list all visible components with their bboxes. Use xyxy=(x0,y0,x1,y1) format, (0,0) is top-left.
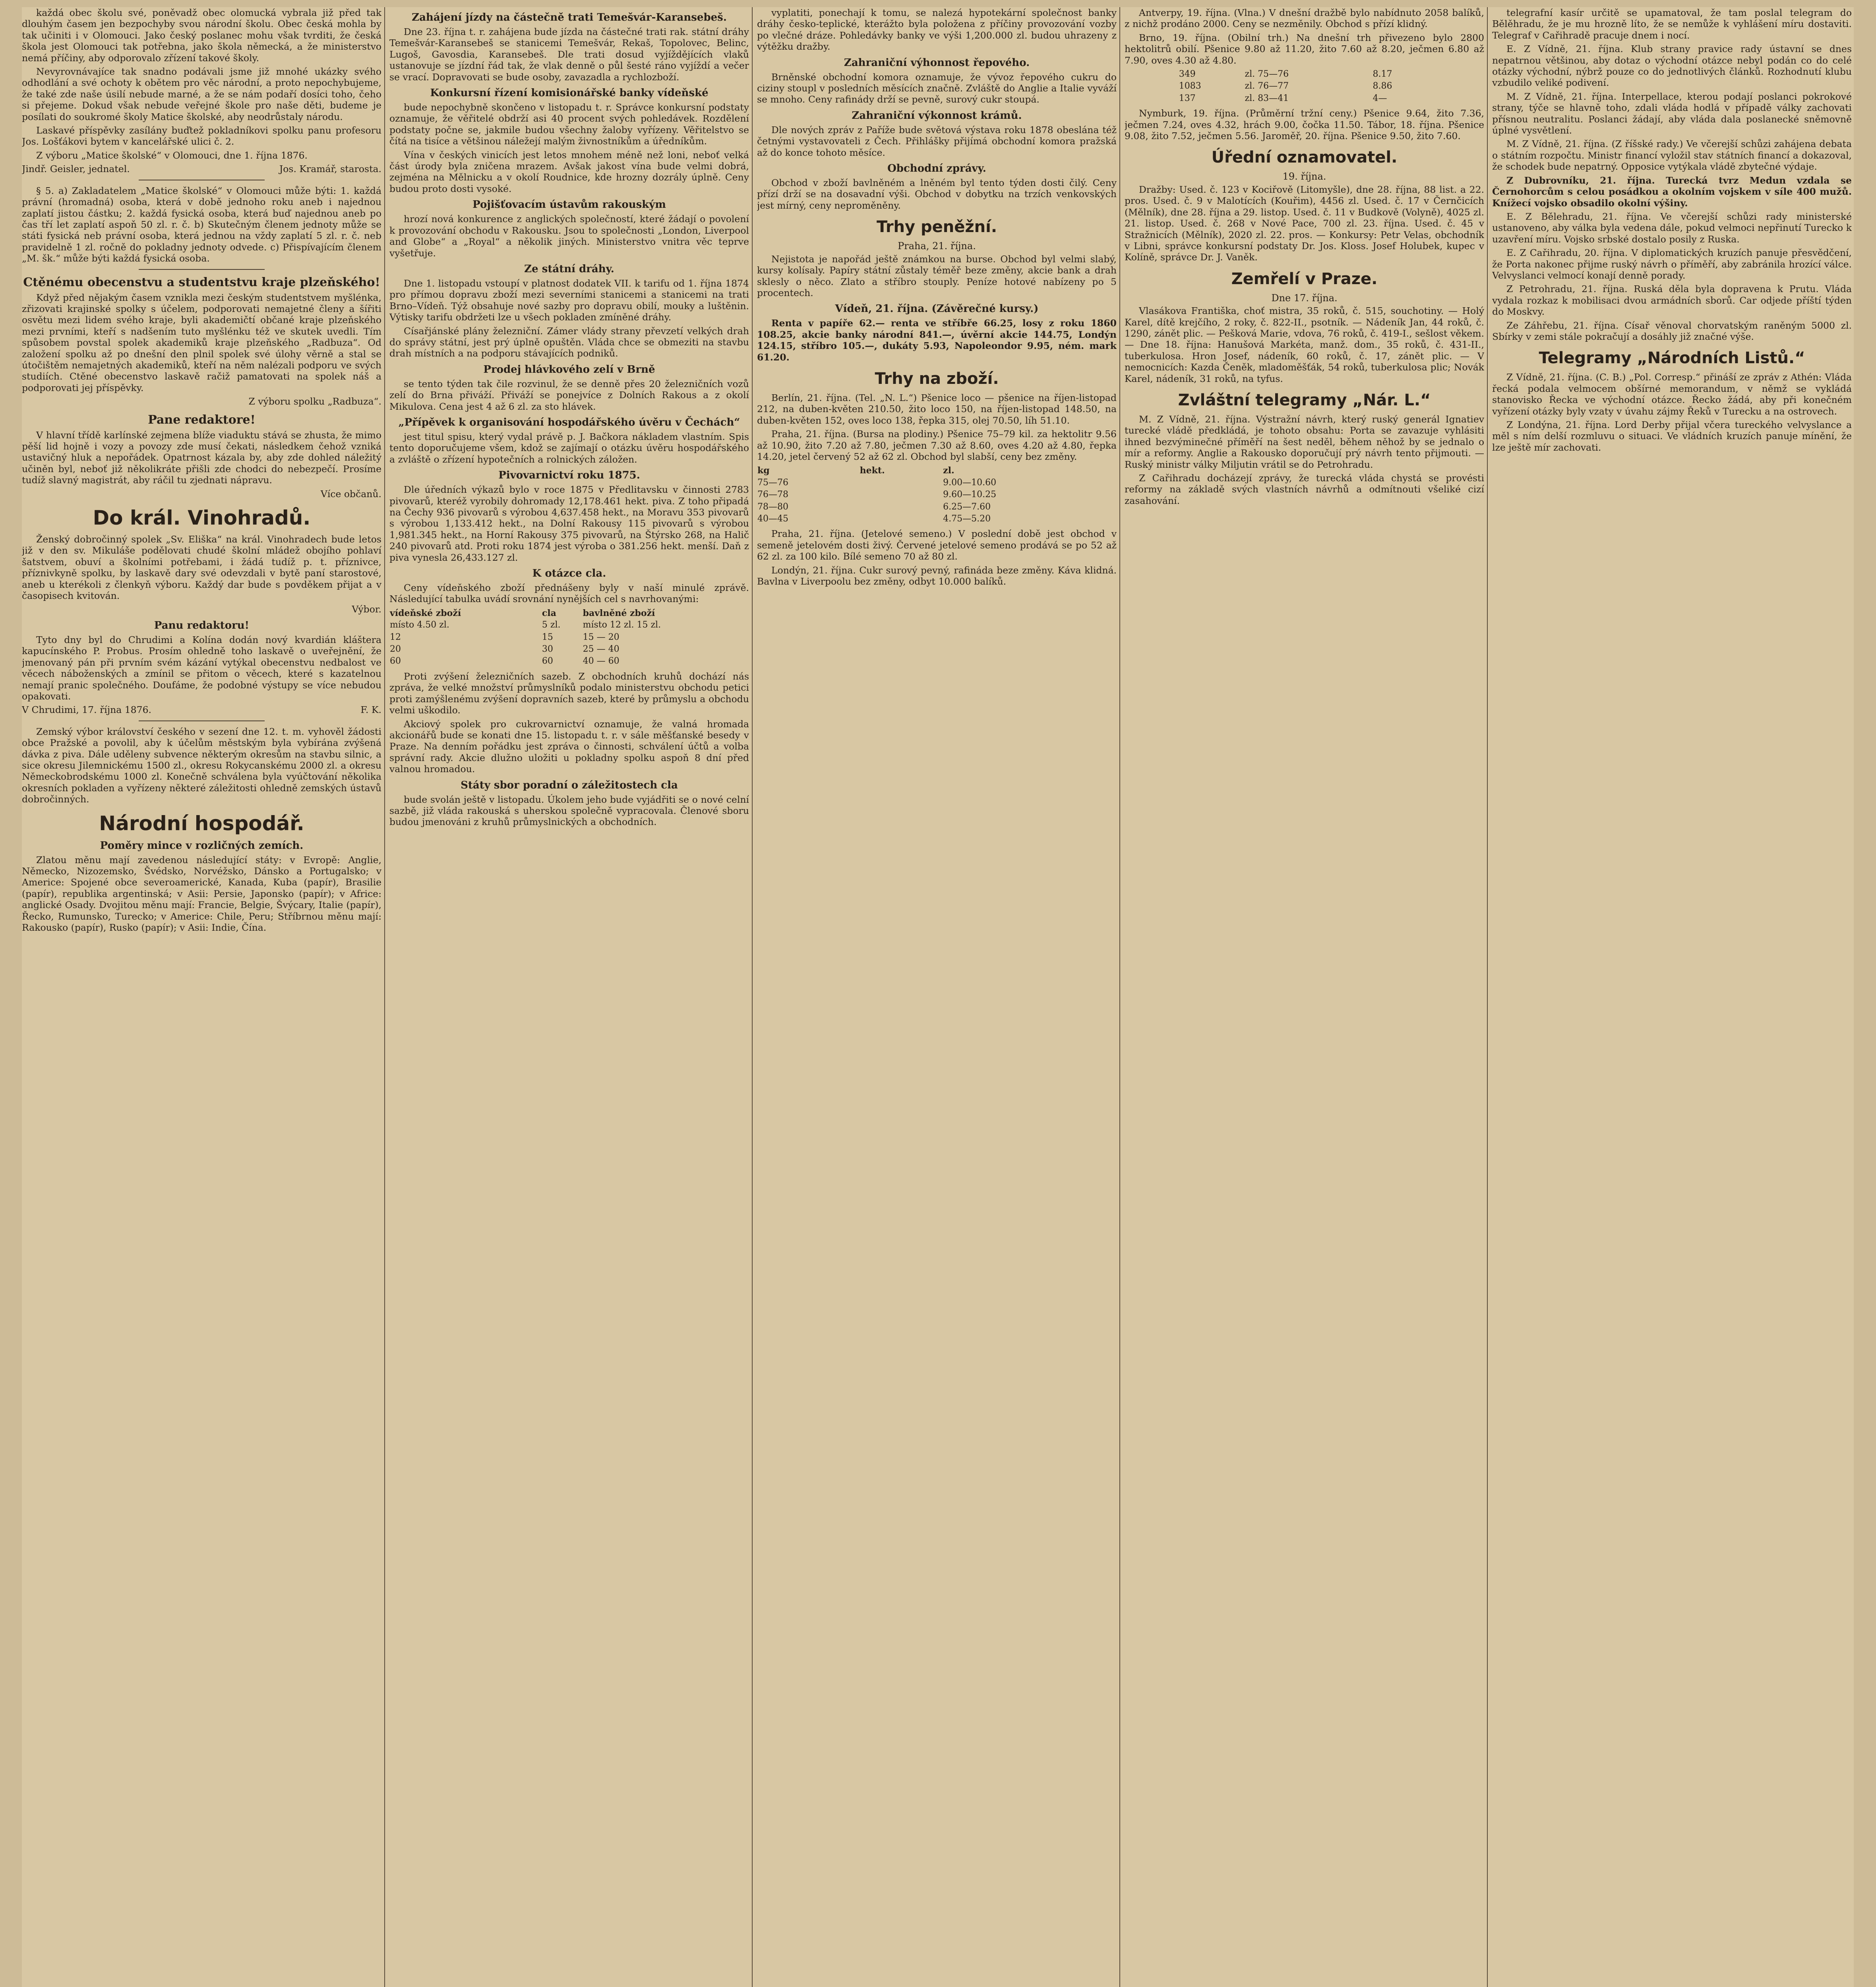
section-heading: Pane redaktore! xyxy=(148,413,256,427)
article-text: Z Dubrovníku, 21. října. Turecká tvrz Medun vzdala se Černohorcům s celou posádkou a okolním vojskem v síle 400 mužů. Knížecí vojsko obsadilo okolní výšiny. xyxy=(1492,174,1852,209)
column-rule xyxy=(384,7,385,1987)
table-row: 78—80 6.25—7.60 xyxy=(757,502,991,512)
article-text: vyplatiti, ponechají k tomu, se nalezá hypotekární společnost banky dráhy česko-teplické, kterážto byla položena z příčiny provozování vozby po vlečné dráze. Pohledávky banky ve výši 1,200.000 zl. budou uhrazeny z výtěžku dražby. xyxy=(757,7,1117,52)
article-text: Zlatou měnu mají zavedenou následující státy: v Evropě: Anglie, Německo, Nizozemsko, Švédsko, Norvéžsko, Dánsko a Portugalsko; v Americe: Spojené obce severoamerické, Kanada, Kuba (papír), Brasilie (papír), republika argentinská; v Asii: Persie, Japonsko (papír); v Africe: anglické Osady. Dvojitou měnu mají: Francie, Belgie, Švýcary, Italie (papír), Řecko, Rumunsko, Turecko; v Americe: Chile, Peru; Stříbrnou měnu mají: Rakousko (papír), Rusko (papír); v Asii: Indie, Čína. xyxy=(22,854,381,933)
section-heading: „Přípěvek k organisování hospodářského úvěru v Čechách“ xyxy=(398,416,740,428)
section-heading: Pojišťovacím ústavům rakouským xyxy=(472,199,666,211)
signature: Z výboru spolku „Radbuza“. xyxy=(248,396,381,407)
article-text: Nymburk, 19. října. (Průměrní tržní ceny.) Pšenice 9.64, žito 7.36, ječmen 7.24, oves 4.32, hrách 9.00, čočka 11.50. Tábor, 18. října. Pšenice 9.08, žito 7.52, ječmen 5.56. Jaroměř, 20. října. Pšenice 9.50, žito 7.60. xyxy=(1125,108,1484,142)
subheading: Poměry mince v rozličných zemích. xyxy=(100,839,304,852)
article-text: Ceny vídeňského zboží přednášeny byly v naší minulé zprávě. Následující tabulka uvádí srovnání nynějších cel s navrhovanými: xyxy=(389,582,749,605)
table-header: bavlněné zboží xyxy=(583,608,655,618)
article-text: Laskavé příspěvky zasílány buďtež pokladníkovi spolku panu profesoru Jos. Lošťákovi bytem v kancelářské ulici č. 2. xyxy=(22,125,381,147)
article-text: Berlín, 21. října. (Tel. „N. L.“) Pšenice loco — pšenice na říjen-listopad 212, na duben-květen 210.50, žito loco 150, na říjen-listopad 148.50, na duben-květen 152, oves loco 138, řepka 315, olej 70.50, líh 51.10. xyxy=(757,392,1117,426)
table-row: 20 30 25 — 40 xyxy=(390,644,620,655)
quotes: Renta v papíře 62.— renta ve stříbře 66.25, losy z roku 1860 108.25, akcie banky národní 841.—, úvěrní akcie 144.75, Londýn 124.15, stříbro 105.—, dukáty 5.93, Napoleondor 9.95, ném. mark 61.20. xyxy=(757,318,1117,363)
article-text: Londýn, 21. října. Cukr surový pevný, rafináda beze změny. Káva klidná. Bavlna v Liverpoolu bez změny, odbyt 10.000 balíků. xyxy=(757,564,1117,587)
column-rule xyxy=(752,7,753,1987)
article-text: § 5. a) Zakladatelem „Matice školské“ v Olomouci může býti: 1. každá právní (hromadná) osoba, která v době jednoho roku aneb i najednou zaplatí jistou částku; 2. každá fysická osoba, která buď najednou aneb po čas tří let zaplatí aspoň 50 zl. r. č. b) Skutečným členem jednoty může se státi fysická neb právní osoba, která jednou na vždy zaplatí 5 zl. r. č. neb pravidelně 1 zl. ročně do pokladny jednoty odvede. c) Přispívajícím členem „M. šk.“ může býti každá fysická osoba. xyxy=(22,185,381,264)
article-text: Dražby: Used. č. 123 v Kociřově (Litomyšle), dne 28. října, 88 list. a 22. pros. Used. č. 9 v Malotících (Kouřim), 4456 zl. Used. č. 17 v Černčicích (Mělník), dne 28. října a 29. listop. Used. č. 11 v Budkově (Volyně), 4025 zl. 21. listop. Used. č. 268 v Nové Pace, 700 zl. 23. října. Used. č. 45 v Stražnicích (Mělník), 2020 zl. 22. pros. — Konkursy: Petr Velas, obchodník v Libni, správce konkursní podstaty Dr. Jos. Kloss. Josef Holubek, kupec v Kolíně, správce Dr. J. Vaněk. xyxy=(1125,184,1484,263)
section-heading: Obchodní zprávy. xyxy=(887,163,986,175)
signers xyxy=(22,704,381,715)
signer: Jos. Kramář, starosta. xyxy=(279,163,381,175)
article-text: se tento týden tak čile rozvinul, že se denně přes 20 železničních vozů zelí do Brna přiváží. Přiváží se ponejvíce z Dolních Rakous a z okolí Mikulova. Cena jest 4 až 6 zl. za sto hlávek. xyxy=(389,378,749,412)
table-row: 60 60 40 — 60 xyxy=(390,656,620,666)
article-text: M. Z Vídně, 21. října. (Z říšské rady.) Ve včerejší schůzi zahájena debata o státním rozpočtu. Ministr financí vyložil stav státních financí a dokazoval, že schodek bude nepatrný. Opposice vytýkala vládě zbytečné výdaje. xyxy=(1492,138,1852,172)
article-text: Dle úředních výkazů bylo v roce 1875 v Předlitavsku v činnosti 2783 pivovarů, kteréž vyrobily dohromady 12,178.461 hekt. piva. Z toho připadá na Čechy 936 pivovarů s výrobou 4,637.458 hekt., na Moravu 353 pivovarů s výrobou 1,133.412 hekt., na Dolní Rakousy 115 pivovarů s výrobou 1,981.345 hekt., na Horní Rakousy 375 pivovarů, na Štýrsko 268, na Halič 240 pivovarů atd. Proti roku 1874 jest výroba o 381.256 hekt. menší. Daň z piva vynesla 26,433.127 zl. xyxy=(389,484,749,563)
article-text: E. Z Vídně, 21. října. Klub strany pravice rady ústavní se dnes nepatrnou většinou, aby dotaz o východní otázce nebyl podán co do celé otázky východní, nýbrž pouze co do jednotlivých článků. Rozhodnutí klubu vzbudilo veliké podivení. xyxy=(1492,43,1852,89)
article-text: Nevyrovnávajíce tak snadno podávali jsme již mnohé ukázky svého odhodlání a své ochoty k obětem pro věc národní, a proto nepochybujeme, že také zde naše úsilí nebude marné, a že se nám podaří dosíci toho, čeho si přejeme. Dokud však nebude veřejné škole pro naše děti, budeme je posílati do soukromé školy Matice školské, aby neodrůstaly národu. xyxy=(22,66,381,122)
article-text: Antverpy, 19. října. (Vlna.) V dnešní dražbě bylo nabídnuto 2058 balíků, z nichž prodáno 2000. Ceny se nezměnily. Obchod s přízí klidný. xyxy=(1125,7,1484,30)
article-text: Ze Záhřebu, 21. října. Císař věnoval chorvatským raněným 5000 zl. Sbírky v zemi stále pokračují a dosáhly již značné výše. xyxy=(1492,320,1852,342)
section-heading: K otázce cla. xyxy=(532,567,606,580)
dateline: Praha, 21. října. xyxy=(898,240,976,252)
table-row: 1083 zl. 76—77 8.86 xyxy=(1179,81,1392,91)
article-text: Brněnské obchodní komora oznamuje, že vývoz řepového cukru do ciziny stoupl v posledních měsících značně. Zvláště do Anglie a Italie vyváží se mnoho. Ceny rafinády drží se pevně, surový cukr stoupá. xyxy=(757,71,1117,105)
article-text: Zemský výbor království českého v sezení dne 12. t. m. vyhověl žádosti obce Pražské a povolil, aby k účelům městským byla vybírána zvýšená dávka z piva. Dále uděleny subvence některým okresům na stavbu silnic, a sice okresu Jilemnickému 1500 zl., okresu Rokycanskému 2000 zl. a okresu Německobrodskému 1000 zl. Konečně schválena byla vyúčtování několika okresních pokladen a vyřízeny některé záležitosti ohledně zemských ústavů dobročinných. xyxy=(22,726,381,805)
dateline: Dne 17. října. xyxy=(1271,292,1338,304)
tariff-table xyxy=(389,607,749,668)
dateline: 19. října. xyxy=(1282,171,1326,182)
article-text: Brno, 19. října. (Obilní trh.) Na dnešní trh přivezeno bylo 2800 hektolitrů obilí. Pšenice 9.80 až 11.20, žito 7.60 až 8.20, ječmen 6.80 až 7.90, oves 4.30 až 4.80. xyxy=(1125,32,1484,66)
section-heading: Zvláštní telegramy „Nár. L.“ xyxy=(1178,391,1431,409)
article-text: Z Vídně, 21. října. (C. B.) „Pol. Corresp.“ přináší ze zpráv z Athén: Vláda řecká podala velmocem obšírné memorandum, v němž se vykládá stanovisko Řecka ve východní otázce. Řecko žádá, aby při konečném vyřízení otázky byly vzaty v úvahu zájmy Řeků v Turecku a na ostrovech. xyxy=(1492,372,1852,417)
table-header: kg xyxy=(757,465,770,476)
table-header: vídeňské zboží xyxy=(390,608,461,618)
table-row: 137 zl. 83—41 4— xyxy=(1179,93,1387,103)
article-text: Dne 23. října t. r. zahájena bude jízda na částečné trati rak. státní dráhy Temešvár-Karansebeš se stanicemi Temešvár, Rekaš, Topolovec, Belinc, Lugoš, Gavosdia, Karansebeš. Dle trati dosud vyjíždějících vlaků ustanovuje se jízdní řád tak, že vlak denně o půl šesté ráno vyjíždí a večer se vrací. Dopravovati se bude osoby, zavazadla a rychlozboží. xyxy=(389,26,749,83)
section-heading: Zahájení jízdy na částečně trati Temešvár-Karansebeš. xyxy=(412,12,727,23)
article-text: Vína v českých vinicích jest letos mnohem méně než loni, neboť velká část úrody byla zničena mrazem. Avšak jakost vína bude velmi dobrá, zejména na Mělnicku a v okolí Roudnice, kde hrozny dozrály úplně. Ceny budou proto dosti vysoké. xyxy=(389,149,749,194)
article-text: M. Z Vídně, 21. října. Výstražní návrh, který ruský generál Ignatiev turecké vládě předkládá, je tohoto obsahu: Porta se zavazuje vyhlásiti ihned bezvýminečné příměří na šest neděl, během něhož by se jednalo o mír a reformy. Anglie a Rakousko doporučují prý návrh tento přijmouti. — Ruský ministr války Miljutin vrátil se do Petrohradu. xyxy=(1125,413,1484,470)
article-text: Z Cařihradu docházejí zprávy, že turecká vláda chystá se provésti reformy na základě svých vlastních návrhů a odmítnouti všeliké cizí zasahování. xyxy=(1125,473,1484,506)
article-text: Akciový spolek pro cukrovarnictví oznamuje, že valná hromada akcionářů bude se konati dne 15. listopadu t. r. v sále měšťanské besedy v Praze. Na denním pořádku jest zpráva o činnosti, schválení účtů a volba správní rady. Akcie dlužno uložiti u pokladny spolku aspoň 8 dní před valnou hromadou. xyxy=(389,718,749,775)
article-text: E. Z Cařihradu, 20. října. V diplomatických kruzích panuje přesvědčení, že Porta nakonec přijme ruský návrh o příměří, aby zabránila hrozící válce. Velvyslanci velmocí konají denně porady. xyxy=(1492,247,1852,281)
article-text: V hlavní třídě karlínské zejmena blíže viaduktu stává se zhusta, že mimo pěší lid hojně i vozy a povozy zde musí čekati, následkem čehož vzniká ustavičný hluk a nepořádek. Opatrnost kázala by, aby zde dohled náležitý učiněn byl, neboť již několikráte přišli zde chodci do nebezpečí. Prosíme tudíž slavný magistrát, aby ráčil tu zjednati nápravu. xyxy=(22,429,381,486)
section-heading: Prodej hlávkového zelí v Brně xyxy=(483,363,655,376)
section-heading: Zahraniční výkonnost krámů. xyxy=(852,109,1022,122)
table-row: 12 15 15 — 20 xyxy=(390,632,620,642)
divider xyxy=(139,720,265,721)
subheading: Vídeň, 21. října. (Závěrečné kursy.) xyxy=(835,303,1039,315)
table-row: místo 4.50 zl. 5 zl. místo 12 zl. 15 zl. xyxy=(390,620,661,630)
table-row: 75—76 9.00—10.60 xyxy=(757,477,997,488)
section-heading: Ctěnému obecenstvu a studentstvu kraje plzeňského! xyxy=(23,275,380,289)
grain-table xyxy=(757,465,1117,525)
signer: Jindř. Geisler, jednatel. xyxy=(22,163,130,175)
article-text: Praha, 21. října. (Bursa na plodiny.) Pšenice 75–79 kil. za hektolitr 9.56 až 10.90, žito 7.20 až 7.80, ječmen 7.30 až 8.60, oves 4.20 až 4.80, řepka 14.20, jetel červený 52 až 62 zl. Obchod byl slabší, ceny bez změny. xyxy=(757,428,1117,462)
signature: F. K. xyxy=(360,704,381,716)
article-text: Když před nějakým časem vznikla mezi českým studentstvem myšlénka, zřizovati krajinské spolky s účelem, podporovati nemajetné členy a šířiti osvětu mezi lidem svého kraje, byli akademičtí občané kraje plzeňského mezi prvními, kteří s nadšením tuto myšlénku též ve skutek uvedli. Tím spůsobem povstal spolek akademiků kraje plzeňského „Radbuza“. Od založení spolku až po dnešní den plnil spolek své úlohy věrně a stal se útočištěm nemajetných akademiků, kteří na něm nalézali podporu ve svých studiích. Ctěné obecenstvo laskavě račiž pamatovati na spolek náš a podporovati jej příspěvky. xyxy=(22,292,381,393)
section-heading: Pivovarnictví roku 1875. xyxy=(498,469,640,482)
article-text: Z Londýna, 21. října. Lord Derby přijal včera tureckého velvyslance a měl s ním delší rozmluvu o situaci. Ve vládních kruzích panuje mínění, že lze ještě mír zachovati. xyxy=(1492,419,1852,453)
section-heading: Státy sbor poradní o záležitostech cla xyxy=(461,779,678,791)
article-text: Obchod v zboží bavlněném a lněném byl tento týden dosti čilý. Ceny přízí drží se na dosavadní výši. Obchod v dobytku na trzích venkovských jest mírný, ceny neproměněny. xyxy=(757,177,1117,211)
divider xyxy=(139,269,265,270)
article-text: každá obec školu své, poněvadž obec olomucká vybrala již před tak dlouhým časem jen bezpochyby svou národní školu. Obec česká mohla by tak učiniti i v Olomouci. Jako český poslanec mohu však tvrditi, že česká škola jest Olomouci tak potřebna, jako škola německá, a že ministerstvo nemá příčiny, aby odporovalo zřízení takové školy. xyxy=(22,7,381,64)
column-rule xyxy=(1119,7,1120,1987)
article-text: Praha, 21. října. (Jetelové semeno.) V poslední době jest obchod v semeně jetelovém dosti živý. Červené jetelové semeno prodává se po 52 až 62 zl. za 100 kilo. Bílé semeno 70 až 80 zl. xyxy=(757,528,1117,562)
article-text: Tyto dny byl do Chrudimi a Kolína dodán nový kvardián kláštera kapucínského P. Probus. Prosím ohledně toho laskavě o uveřejnění, že jmenovaný pán při prvním svém kázání vytýkal obecenstvu nedbalost ve věcech náboženských a zmínil se přitom o věcech, které s kazatelnou nemají pranic společného. Doufáme, že podobné výstupy se více nebudou opakovati. xyxy=(22,634,381,702)
section-heading: Panu redaktoru! xyxy=(154,619,250,631)
section-heading: Trhy na zboží. xyxy=(875,369,999,388)
section-heading: Zemřelí v Praze. xyxy=(1231,269,1378,288)
column-rule xyxy=(1487,7,1488,1987)
table-header: cla xyxy=(542,608,556,618)
table-row: 349 zl. 75—76 8.17 xyxy=(1179,69,1392,79)
section-heading: Národní hospodář. xyxy=(99,811,304,835)
article-text: M. Z Vídně, 21. října. Interpellace, kterou podají poslanci pokrokové strany, týče se hlavně toho, zdali vláda hodlá v případě války zachovati přísnou neutralitu. Poslanci žádají, aby vláda dala poslanecké sněmovně úplné vysvětlení. xyxy=(1492,91,1852,136)
article-text: hrozí nová konkurence z anglických společností, které žádají o povolení k provozování obchodu v Rakousku. Jsou to společnosti „London, Liverpool and Globe“ a „Royal“ a několik jiných. Ministerstvo vnitra věc teprve vyšetřuje. xyxy=(389,213,749,259)
column-1 xyxy=(22,7,381,1987)
article-text: Dle nových zpráv z Paříže bude světová výstava roku 1878 obeslána též četnými vystavovateli z Čech. Přihlášky přijímá obchodní komora pražská až do konce tohoto měsíce. xyxy=(757,124,1117,158)
section-heading: Zahraniční výhonnost řepového. xyxy=(844,56,1030,69)
article-text: Ženský dobročinný spolek „Sv. Eliška“ na král. Vinohradech bude letos již v den sv. Mikuláše podělovati chudé školní mládež obojího pohlaví šatstvem, obuví a školními potřebami, i žádá tudíž p. t. příznivce, příznivkyně spolku, by laskavě dary své odevzdali v bytě paní starostové, aneb u kterékoli z členkyň výboru. Každý dar bude s povděkem přijat a v časopisech kvitován. xyxy=(22,534,381,602)
article-text: Z výboru „Matice školské“ v Olomouci, dne 1. října 1876. xyxy=(36,149,308,161)
column-2 xyxy=(389,7,749,1987)
article-text: Nejistota je napořád ještě známkou na burse. Obchod byl velmi slabý, kursy kolísaly. Papíry státní zůstaly téměř beze změny, akcie bank a drah sklesly o něco. Zlato a stříbro stouply. Peníze hotové nabízeny po 5 procentech. xyxy=(757,253,1117,298)
article-text: jest titul spisu, který vydal právě p. J. Bačkora nákladem vlastním. Spis tento doporučujeme všem, kdož se zajímají o otázku úvěru hospodářského a zvláště o zřízení hypotečních a rolnických záložen. xyxy=(389,431,749,465)
section-heading: Ze státní dráhy. xyxy=(524,263,614,275)
section-heading: Úřední oznamovatel. xyxy=(1211,148,1398,167)
article-text: Dne 1. listopadu vstoupí v platnost dodatek VII. k tarifu od 1. října 1874 pro přímou dopravu zboží mezi severními stanicemi a stanicemi na trati Brno–Vídeň. Týž obsahuje nové sazby pro dopravu obilí, mouky a luštěnin. Výtisky tarifu obdržeti lze u všech pokladen zmíněné dráhy. xyxy=(389,277,749,323)
article-text: Z Petrohradu, 21. října. Ruská děla byla dopravena k Prutu. Vláda vydala rozkaz k mobilisaci dvou armádních sborů. Car odjede příští týden do Moskvy. xyxy=(1492,283,1852,318)
table-row: 40—45 4.75—5.20 xyxy=(757,514,991,524)
column-3 xyxy=(757,7,1117,1987)
section-heading: Trhy peněžní. xyxy=(876,218,997,236)
article-text: Císařjánské plány železniční. Zámer vlády strany převzetí velkých drah do správy státní, jest prý úplně opuštěn. Vláda chce se obmeziti na stavbu drah místních a na podporu stávajících podniků. xyxy=(389,325,749,359)
article-text: E. Z Bělehradu, 21. října. Ve včerejší schůzi rady ministerské ustanoveno, aby válka byla vedena dále, pokud velmoci nepřinutí Turecko k uzavření míru. Vojsko srbské dostalo posily z Ruska. xyxy=(1492,211,1852,245)
column-4 xyxy=(1125,7,1484,1987)
article-text: Proti zvýšení železničních sazeb. Z obchodních kruhů dochází nás zpráva, že velké množství průmyslníků podalo ministerstvu obchodu petici proti zamýšlenému zvýšení dopravních sazeb, které by průmyslu a obchodu velmi uškodilo. xyxy=(389,670,749,716)
dateline: V Chrudimi, 17. října 1876. xyxy=(22,704,151,716)
section-heading: Konkursní řízení komisionářské banky vídeňské xyxy=(430,87,709,99)
section-heading: Telegramy „Národních Listů.“ xyxy=(1539,349,1805,368)
table-row: 76—78 9.60—10.25 xyxy=(757,490,997,500)
column-5 xyxy=(1492,7,1852,1987)
signature: Více občanů. xyxy=(320,488,381,500)
newspaper-page xyxy=(22,7,1854,1987)
article-text: telegrafní kasír určitě se upamatoval, že tam poslal telegram do Bělěhradu, že je mu hrozně líto, že se nemůže k vyhlášení míru dostaviti. Telegraf v Cařihradě pracuje dnem i nocí. xyxy=(1492,7,1852,41)
signers xyxy=(22,163,381,174)
article-text: bude nepochybně skončeno v listopadu t. r. Správce konkursní podstaty oznamuje, že věřitelé obdrží asi 40 procent svých pohledávek. Rozdělení podstaty počne se, jakmile budou všechny žaloby vyřízeny. Věřitelstvo se čítá na tisíce a většinou náležejí malým živnostníkům a úředníkům. xyxy=(389,102,749,147)
article-text: Vlasákova Františka, choť mistra, 35 roků, č. 515, souchotiny. — Holý Karel, dítě krejčího, 2 roky, č. 822-II., psotník. — Nádeník Jan, 44 roků, č. 1290, zánět plic. — Pešková Marie, vdova, 76 roků, č. 419-I., sešlost věkem. — Dne 18. října: Hanušová Markéta, manž. dom., 35 roků, č. 431-II., tuberkulosa. Hron Josef, nádeník, 60 roků, č. 17, zánět plic. — V nemocnicích: Kazda Čeněk, mladoměšťák, 54 roků, tuberkulosa plic; Novák Karel, nádeník, 31 roků, na tyfus. xyxy=(1125,305,1484,384)
table-header: hekt. xyxy=(860,465,885,476)
section-heading: Do král. Vinohradů. xyxy=(93,506,311,530)
signature: Výbor. xyxy=(352,604,381,615)
price-table xyxy=(1179,68,1431,105)
article-text: bude svolán ještě v listopadu. Úkolem jeho bude vyjádřiti se o nové celní sazbě, již vláda rakouská s uherskou společně vypracovala. Členové sboru budou jmenováni z kruhů průmyslnických a obchodních. xyxy=(389,794,749,828)
table-header: zl. xyxy=(943,465,954,476)
